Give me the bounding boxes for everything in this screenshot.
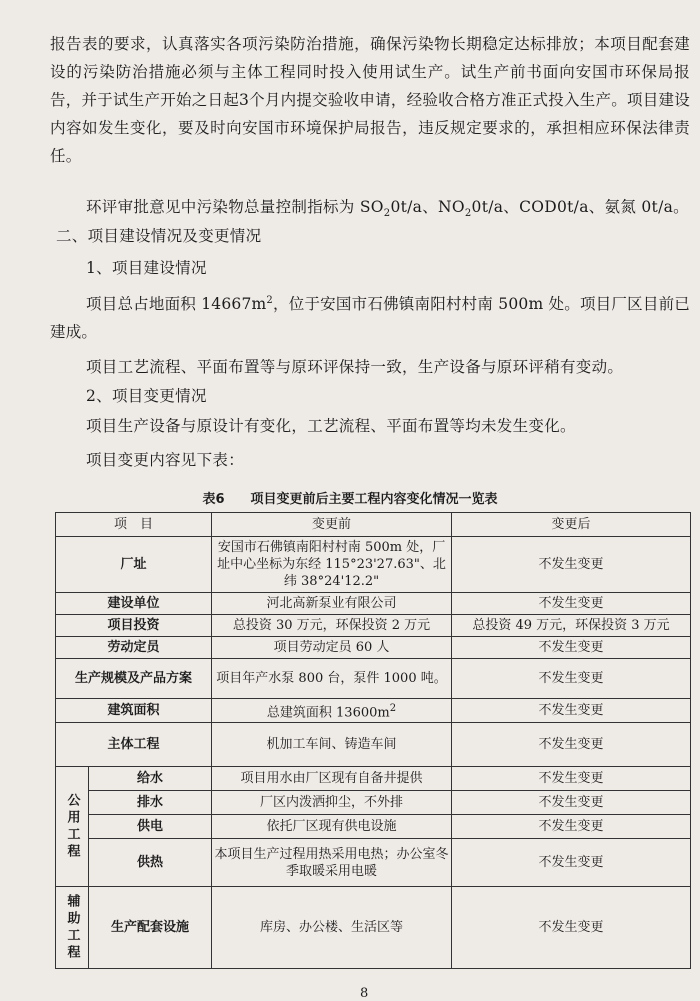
paragraph-table-intro: 项目变更内容见下表： — [86, 451, 245, 469]
area-before — [212, 699, 452, 723]
row-label-facility: 生产配套设施 — [89, 887, 212, 969]
row-label-area: 建筑面积 — [56, 699, 212, 723]
pollutant-text-suffix: 0t/a、COD0t/a、氨氮 0t/a。 — [471, 198, 689, 216]
site-area-suffix: ，位于安国市石佛镇南阳村村南 500m 处。项目厂区目前已建成。 — [50, 295, 690, 342]
row-label-invest: 项目投资 — [56, 615, 212, 637]
main-after: 不发生变更 — [452, 723, 691, 767]
site-before: 安国市石佛镇南阳村村南 500m 处，厂址中心坐标为东经 115°23'27.63"、北纬 38°24'12.2" — [212, 537, 452, 593]
water-after: 不发生变更 — [452, 767, 691, 791]
paragraph-site-area — [50, 287, 690, 346]
table-header-row — [56, 513, 691, 537]
power-after: 不发生变更 — [452, 815, 691, 839]
subsection-heading-changes: 2、项目变更情况 — [86, 387, 207, 405]
row-label-power: 供电 — [89, 815, 212, 839]
main-before: 机加工车间、铸造车间 — [212, 723, 452, 767]
m2-superscript: 2 — [266, 295, 273, 306]
table-row — [56, 593, 691, 615]
invest-after: 总投资 49 万元，环保投资 3 万元 — [452, 615, 691, 637]
row-label-staff: 劳动定员 — [56, 637, 212, 659]
site-after: 不发生变更 — [452, 537, 691, 593]
table-row — [56, 887, 691, 969]
area-after: 不发生变更 — [452, 699, 691, 723]
change-comparison-table — [55, 512, 691, 969]
table-row — [56, 537, 691, 593]
facility-after: 不发生变更 — [452, 887, 691, 969]
table-row — [56, 699, 691, 723]
group-label-aux: 辅助工程 — [56, 887, 89, 969]
invest-before: 总投资 30 万元，环保投资 2 万元 — [212, 615, 452, 637]
table-row — [56, 637, 691, 659]
power-before: 依托厂区现有供电设施 — [212, 815, 452, 839]
header-before: 变更前 — [212, 513, 452, 537]
row-label-unit: 建设单位 — [56, 593, 212, 615]
group-label-public: 公用工程 — [56, 767, 89, 887]
header-after: 变更后 — [452, 513, 691, 537]
staff-after: 不发生变更 — [452, 637, 691, 659]
area-m2-superscript: 2 — [389, 703, 397, 714]
pollutant-text-prefix: 环评审批意见中污染物总量控制指标为 SO — [86, 198, 384, 216]
table-row — [56, 839, 691, 887]
table-row — [56, 659, 691, 699]
table-row — [56, 815, 691, 839]
site-area-prefix: 项目总占地面积 14667m — [86, 295, 267, 314]
no2-subscript: 2 — [464, 208, 472, 220]
paragraph-approval-requirements: 报告表的要求，认真落实各项污染防治措施，确保污染物长期稳定达标排放；本项目配套建设的污染防治措施必须与主体工程同时投入使用试生产。试生产前书面向安国市环保局报告，并于试生产开始之日起3个月内提交验收申请，经验收合格方准正式投入生产。项目建设内容如发生变化，要及时向安国市环境保护局报告，违反规定要求的，承担相应环保法律责任。 — [50, 35, 690, 165]
subsection-heading-construction: 1、项目建设情况 — [86, 259, 207, 277]
drain-before: 厂区内泼洒抑尘，不外排 — [212, 791, 452, 815]
row-label-scale: 生产规模及产品方案 — [56, 659, 212, 699]
table-row — [56, 791, 691, 815]
facility-before: 库房、办公楼、生活区等 — [212, 887, 452, 969]
heat-before: 本项目生产过程用热采用电热；办公室冬季取暖采用电暖 — [212, 839, 452, 887]
drain-after: 不发生变更 — [452, 791, 691, 815]
table-row — [56, 767, 691, 791]
unit-after: 不发生变更 — [452, 593, 691, 615]
row-label-water: 给水 — [89, 767, 212, 791]
scale-before: 项目年产水泵 800 台，泵件 1000 吨。 — [212, 659, 452, 699]
table-row — [56, 615, 691, 637]
area-before-text: 总建筑面积 13600m — [266, 705, 390, 721]
staff-before: 项目劳动定员 60 人 — [212, 637, 452, 659]
paragraph-process-layout: 项目工艺流程、平面布置等与原环评保持一致，生产设备与原环评稍有变动。 — [86, 358, 624, 376]
table-caption: 表6 项目变更前后主要工程内容变化情况一览表 — [202, 492, 498, 507]
row-label-main: 主体工程 — [56, 723, 212, 767]
table-row — [56, 723, 691, 767]
page-number: 8 — [360, 986, 369, 1001]
header-item: 项 目 — [56, 513, 212, 537]
paragraph-pollutant-totals — [86, 195, 689, 219]
so2-subscript: 2 — [383, 208, 391, 220]
water-before: 项目用水由厂区现有自备井提供 — [212, 767, 452, 791]
paragraph-equipment-change: 项目生产设备与原设计有变化，工艺流程、平面布置等均未发生变化。 — [86, 417, 576, 435]
unit-before: 河北高新泵业有限公司 — [212, 593, 452, 615]
row-label-site: 厂址 — [56, 537, 212, 593]
row-label-heat: 供热 — [89, 839, 212, 887]
row-label-drain: 排水 — [89, 791, 212, 815]
scale-after: 不发生变更 — [452, 659, 691, 699]
heat-after: 不发生变更 — [452, 839, 691, 887]
pollutant-text-mid: 0t/a、NO — [390, 198, 465, 216]
section-heading-2: 二、项目建设情况及变更情况 — [56, 227, 262, 245]
